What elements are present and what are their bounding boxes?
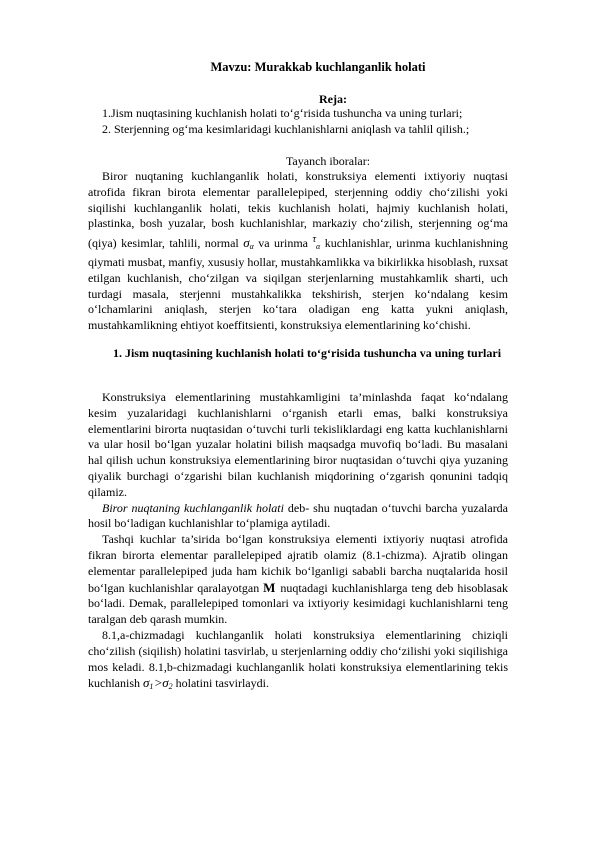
paragraph: Tashqi kuchlar ta’sirida bo‘lgan konstruksiya elementi ixtiyoriy nuqtasi atrofida fikran birorta elementar parallelepiped ajratib olamiz (8.1-chizma). Ajratib olingan elementar parallelepiped juda ham kichik bo‘lganligi sababli barcha nuqtalarida hosil bo‘lgan kuchlanishlar qaralayotgan M nuqtadagi kuchlanishlarga teng deb hisoblasak bo‘ladi. Demak, parallelepiped tomonlari va ixtiyoriy kesimidagi kuchlanishlarni teng taralgan deb qarash mumkin. bbox=[88, 532, 508, 627]
keywords-heading: Tayanch iboralar: bbox=[285, 154, 371, 168]
section-heading: 1. Jism nuqtasining kuchlanish holati to‘g‘risida tushuncha va uning turlari bbox=[112, 346, 502, 360]
keywords-block bbox=[88, 169, 508, 334]
section-body bbox=[88, 390, 508, 695]
plan-heading: Reja: bbox=[319, 92, 347, 106]
paragraph: 8.1,a-chizmadagi kuchlanganlik holati konstruksiya elementlarining chiziqli cho‘zilish (siqilish) holatini tasvirlab, u sterjenlarning oddiy cho‘zilishi yoki siqilishiga mos keladi. 8.1,b-chizmadagi kuchlanganlik holati konstruksiya elementlarining tekis kuchlanish $\sigma_1˃\sigma_2$ holatini tasvirlaydi. bbox=[88, 627, 508, 692]
keywords-text-mid: va urinma bbox=[258, 236, 309, 251]
plan-list bbox=[102, 106, 508, 138]
definition-paragraph: Biror nuqtaning kuchlanganlik holati deb- shu nuqtadan o‘tuvchi barcha yuzalarda hosil bo‘ladigan kuchlanishlar to‘plamiga aytiladi. bbox=[88, 500, 509, 531]
plan-item: 2. Sterjenning og‘ma kesimlaridagi kuchlanishlarni aniqlash va tahlil qilish.; bbox=[102, 122, 470, 136]
definition-term: Biror nuqtaning kuchlanganlik holati bbox=[102, 500, 284, 515]
sigma-inequality: $\sigma_1˃\sigma_2$ bbox=[143, 675, 173, 692]
paragraph: Konstruksiya elementlarining mustahkamligini ta’minlashda faqat ko‘ndalang kesim yuzalaridagi kuchlanishlarni o‘rganish etarli emas, balki konstruksiya elementlarini birorta nuqtasidan o‘tuvchi turli tekisliklardagi eng katta kuchlanishlarni va ular hosil bo‘lgan yuzalar holatini bilish maqsadga muvofiq bo‘ladi. Bu masalani hal qilish uchun konstruksiya elementlarining biror nuqtasidan o‘tuvchi qiya yuzaning qiyalik burchagi o‘zgarishi bilan kuchlanish miqdorining o‘zgarish qonunini tadqiq qilamiz. bbox=[88, 390, 508, 499]
keywords-text-end: kuchlanishlar, urinma kuchlanishning qiymati musbat, manfiy, xususiy hollar, mustahkamlikka va bikirlikka hisoblash, ruxsat etilgan kuchlanish, cho‘zilgan va siqilgan sterjenlarning mustahkamlik sharti, uch turdagi masala, sterjenni mustahkalikka tekshirish, sterjen ko‘ndalang kesim o‘lchamlarini aniqlash, sterjen ko‘tara oladigan eng katta yukni aniqlash, mustahkamlikning ehtiyot koeffitsienti, konstruksiya elementlarining ko‘chishi. bbox=[88, 236, 509, 333]
sigma-symbol: $\sigma_\alpha$ bbox=[243, 235, 254, 252]
keywords-paragraph bbox=[88, 169, 508, 334]
page-title: Mavzu: Murakkab kuchlanganlik holati bbox=[210, 60, 426, 74]
plan-item: 1.Jism nuqtasining kuchlanish holati to‘g‘risida tushuncha va uning turlari; bbox=[102, 106, 463, 120]
keywords-text-start: Biror nuqtaning kuchlanganlik holati, konstruksiya elementi ixtiyoriy nuqtasi atrofida fikran birota elementar parallelepiped, sterjenning oddiy cho‘zilishi yoki siqilishi kuchlanganlik holati, tekis kuchlanish holati, hajmiy kuchlanish holati, plastinka, bosh yuzalar, bosh kuchlanishlar, markaziy cho‘zilish, sterjenning og‘ma (qiya) kesimlar, tahlili, normal bbox=[88, 169, 508, 251]
tau-symbol: $^\tau_\alpha$ bbox=[312, 234, 321, 252]
point-m-symbol: M bbox=[263, 579, 277, 595]
